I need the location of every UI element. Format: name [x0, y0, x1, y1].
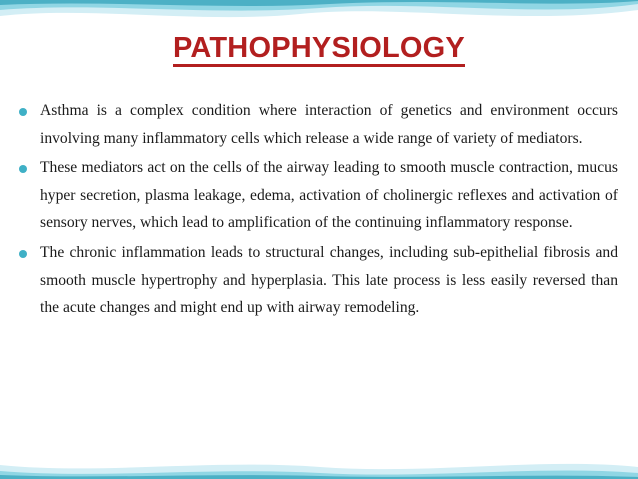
bullet-item [40, 154, 618, 237]
bullet-text: The chronic inflammation leads to structural changes, including sub-epithelial fibrosis and smooth muscle hypertrophy and hyperplasia. This late process is less easily reversed than the acute changes and might end up with airway remodeling. [40, 243, 618, 317]
round-bullet-icon [19, 250, 27, 258]
bullet-item [40, 97, 618, 152]
round-bullet-icon [19, 165, 27, 173]
bullet-text: Asthma is a complex condition where interaction of genetics and environment occurs involving many inflammatory cells which release a wide range of variety of mediators. [40, 102, 618, 147]
bullet-list [40, 97, 618, 324]
bullet-item [40, 239, 618, 322]
bottom-wave-decoration [0, 455, 638, 479]
bullet-text: These mediators act on the cells of the airway leading to smooth muscle contraction, mucus hyper secretion, plasma leakage, edema, activation of cholinergic reflexes and activation of sensory nerves, which lead to amplification of the continuing inflammatory response. [40, 159, 618, 232]
slide-title-text: PATHOPHYSIOLOGY [173, 32, 465, 67]
round-bullet-icon [19, 108, 27, 116]
slide-title [0, 28, 638, 68]
